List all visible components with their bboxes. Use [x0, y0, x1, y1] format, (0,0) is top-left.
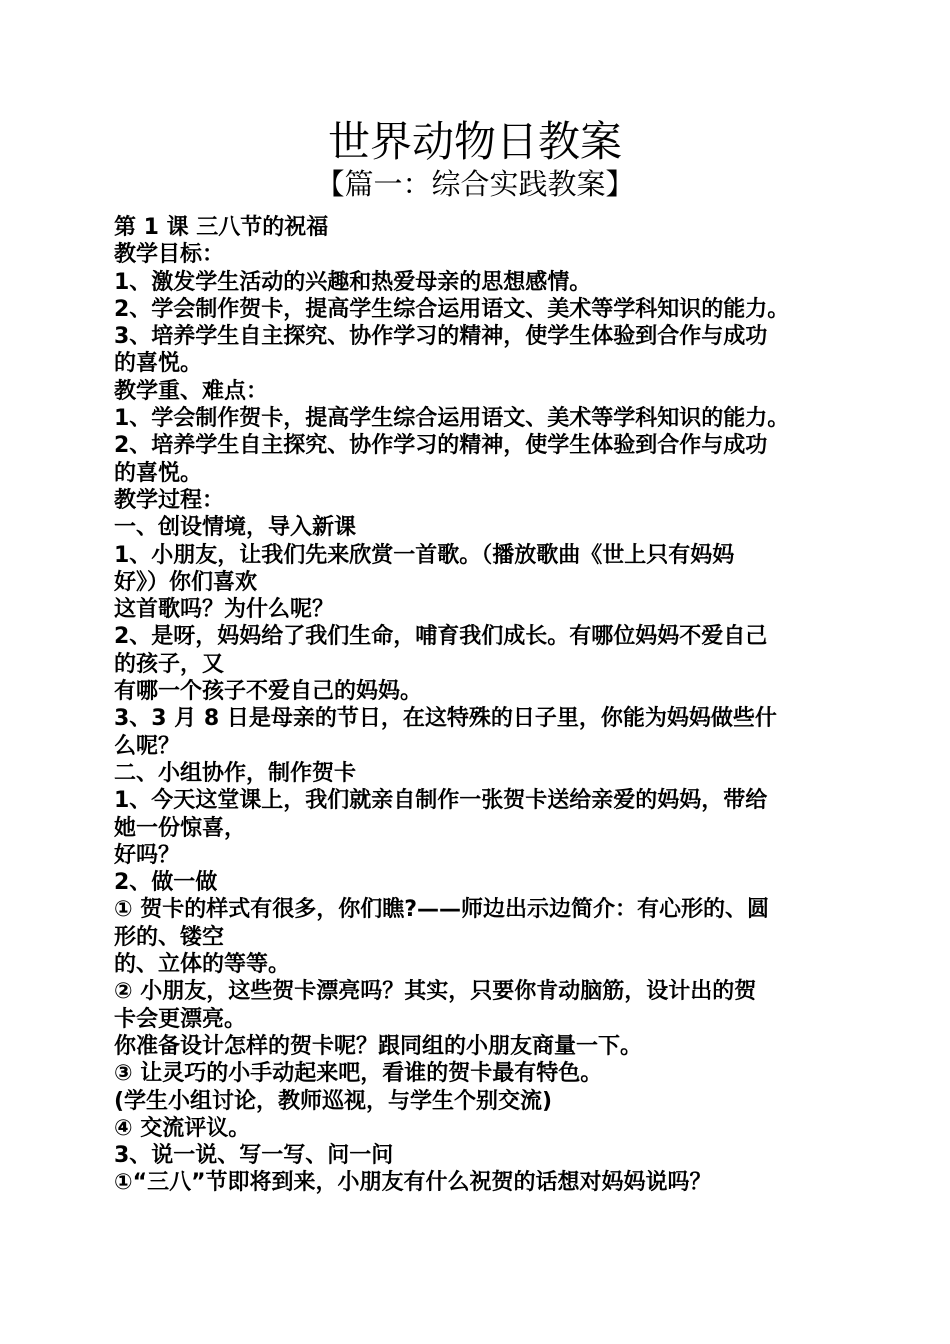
- document-title: 世界动物日教案: [327, 117, 622, 166]
- body-line: 1、小朋友，让我们先来欣赏一首歌。（播放歌曲《世上只有妈妈: [114, 542, 735, 568]
- body-line: 二、小组协作，制作贺卡: [114, 760, 357, 786]
- document-body: [114, 214, 854, 1197]
- body-line: 2、是呀，妈妈给了我们生命，哺育我们成长。有哪位妈妈不爱自己: [114, 624, 768, 650]
- body-line: 2、学会制作贺卡，提高学生综合运用语文、美术等学科知识的能力。: [114, 296, 790, 322]
- body-line: 么呢？: [114, 733, 181, 759]
- body-line: 有哪一个孩子不爱自己的妈妈。: [114, 679, 423, 705]
- body-line: 的喜悦。: [114, 351, 203, 377]
- body-line: ③ 让灵巧的小手动起来吧，看谁的贺卡最有特色。: [114, 1061, 603, 1087]
- body-line: 3、3 月 8 日是母亲的节日，在这特殊的日子里，你能为妈妈做些什: [114, 706, 777, 732]
- body-line: ② 小朋友，这些贺卡漂亮吗？其实，只要你肯动脑筋，设计出的贺: [114, 979, 757, 1005]
- body-line: 3、培养学生自主探究、协作学习的精神，使学生体验到合作与成功: [114, 324, 768, 350]
- body-line: 这首歌吗？为什么呢？: [114, 597, 335, 623]
- body-line: 她一份惊喜，: [114, 815, 247, 841]
- body-line: 1、学会制作贺卡，提高学生综合运用语文、美术等学科知识的能力。: [114, 406, 790, 432]
- body-line: 一、创设情境，导入新课: [114, 515, 357, 541]
- body-line: 形的、镂空: [114, 924, 225, 950]
- body-line: 的、立体的等等。: [114, 952, 291, 978]
- body-line: 好》）你们喜欢: [114, 569, 258, 595]
- body-line: ①“三八”节即将到来，小朋友有什么祝贺的话想对妈妈说吗？: [114, 1170, 712, 1196]
- body-line: 卡会更漂亮。: [114, 1006, 247, 1032]
- body-line: 的喜悦。: [114, 460, 203, 486]
- body-line: 2、做一做: [114, 870, 218, 896]
- body-line: 教学重、难点：: [114, 378, 269, 404]
- body-line: 2、培养学生自主探究、协作学习的精神，使学生体验到合作与成功: [114, 433, 768, 459]
- body-line: 教学目标：: [114, 242, 225, 268]
- body-line: 1、今天这堂课上，我们就亲自制作一张贺卡送给亲爱的妈妈，带给: [114, 788, 768, 814]
- body-line: (学生小组讨论，教师巡视，与学生个别交流): [114, 1088, 553, 1114]
- body-line: 教学过程：: [114, 487, 225, 513]
- body-line: 第 1 课 三八节的祝福: [114, 215, 329, 240]
- body-line: 3、说一说、写一写、问一问: [114, 1143, 394, 1169]
- document-subtitle: 【篇一：综合实践教案】: [315, 167, 635, 201]
- body-line: ④ 交流评议。: [114, 1115, 251, 1141]
- body-line: 的孩子，又: [114, 651, 225, 677]
- body-line: ① 贺卡的样式有很多，你们瞧?——师边出示边简介：有心形的、圆: [114, 897, 770, 923]
- body-line: 你准备设计怎样的贺卡呢？跟同组的小朋友商量一下。: [114, 1033, 643, 1059]
- body-line: 1、激发学生活动的兴趣和热爱母亲的思想感情。: [114, 269, 592, 295]
- body-line: 好吗？: [114, 842, 181, 868]
